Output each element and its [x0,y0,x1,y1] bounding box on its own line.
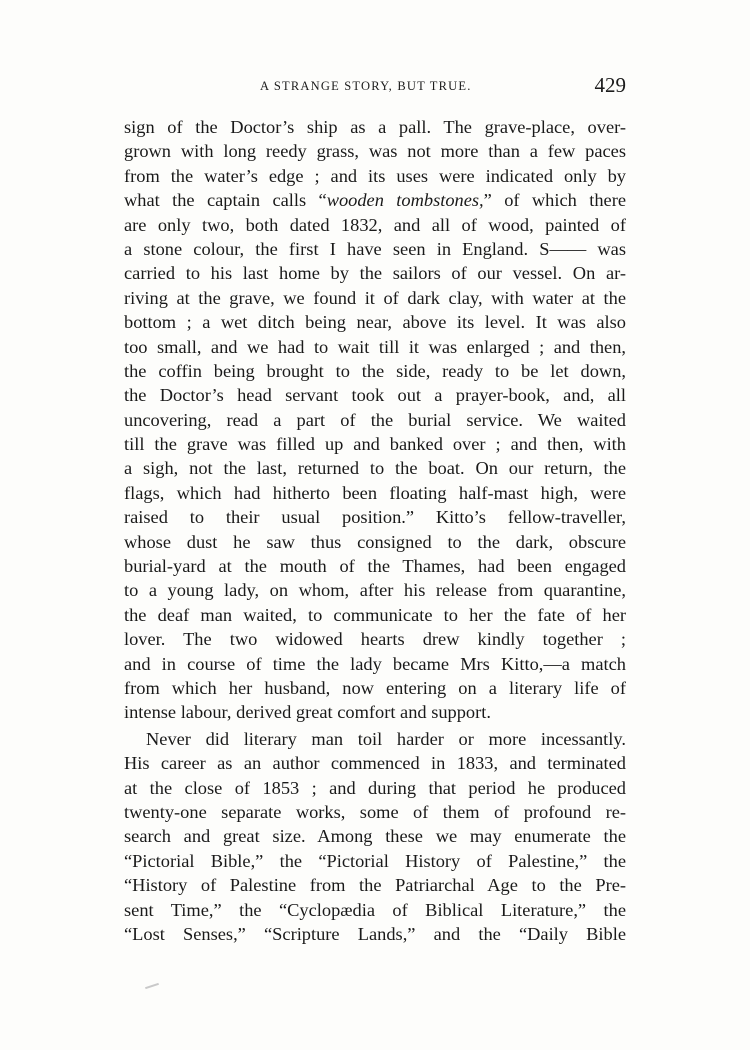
text-line: from which her husband, now entering on a literary life of [124,677,626,698]
text-line: a stone colour, the first I have seen in England. S—— was [124,238,626,259]
page-number: 429 [594,73,626,97]
text-line: riving at the grave, we found it of dark clay, with water at the [124,287,626,308]
text-line: from the water’s edge ; and its uses were indicated only by [124,165,626,186]
paragraph-start-line: Never did literary man toil harder or more incessantly. [146,728,626,749]
text-line: uncovering, read a part of the burial service. We waited [124,409,626,430]
text-line: at the close of 1853 ; and during that period he produced [124,777,626,798]
ink-smudge [145,983,159,989]
text-line: lover. The two widowed hearts drew kindly together ; [124,629,626,650]
text-line: burial-yard at the mouth of the Thames, had been engaged [124,556,626,577]
text-line: flags, which had hitherto been floating half-mast high, were [124,482,626,503]
text-line: “Pictorial Bible,” the “Pictorial History of Palestine,” the [124,850,626,871]
text-line: the deaf man waited, to communicate to her the fate of her [124,604,626,625]
text-fragment: what the captain calls “ [124,190,327,211]
paragraph-end-line: intense labour, derived great comfort and support. [124,702,491,723]
text-line: are only two, both dated 1832, and all of wood, painted of [124,214,626,235]
text-line: search and great size. Among these we may enumerate the [124,826,626,847]
body-text [124,115,626,946]
text-line: sign of the Doctor’s ship as a pall. The grave-place, over- [124,117,626,137]
text-line-with-italic [124,188,626,212]
text-line: raised to their usual position.” Kitto’s fellow-traveller, [124,507,626,528]
text-line: till the grave was filled up and banked over ; and then, with [124,434,626,455]
text-line: His career as an author commenced in 1833, and terminated [124,753,626,774]
running-title: A STRANGE STORY, BUT TRUE. [260,79,472,93]
text-line: the Doctor’s head servant took out a prayer-book, and, all [124,385,626,406]
text-line: to a young lady, on whom, after his release from quarantine, [124,580,626,601]
text-line: carried to his last home by the sailors of our vessel. On ar- [124,263,626,284]
text-line: whose dust he saw thus consigned to the dark, obscure [124,531,626,552]
text-line: the coffin being brought to the side, ready to be let down, [124,360,626,381]
running-head [124,75,626,101]
text-line: sent Time,” the “Cyclopædia of Biblical Literature,” the [124,899,626,920]
text-line: bottom ; a wet ditch being near, above its level. It was also [124,312,626,333]
text-line: too small, and we had to wait till it was enlarged ; and then, [124,336,626,357]
text-line: “Lost Senses,” “Scripture Lands,” and the “Daily Bible [124,923,626,944]
text-line: a sigh, not the last, returned to the boat. On our return, the [124,458,626,479]
text-fragment: ” of which there [483,190,626,211]
text-line: and in course of time the lady became Mrs Kitto,—a match [124,653,626,674]
text-line: “History of Palestine from the Patriarchal Age to the Pre- [124,875,626,896]
text-line: grown with long reedy grass, was not more than a few paces [124,141,626,162]
italic-phrase: wooden tombstones, [326,190,484,211]
text-line: twenty-one separate works, some of them of profound re- [124,801,626,822]
